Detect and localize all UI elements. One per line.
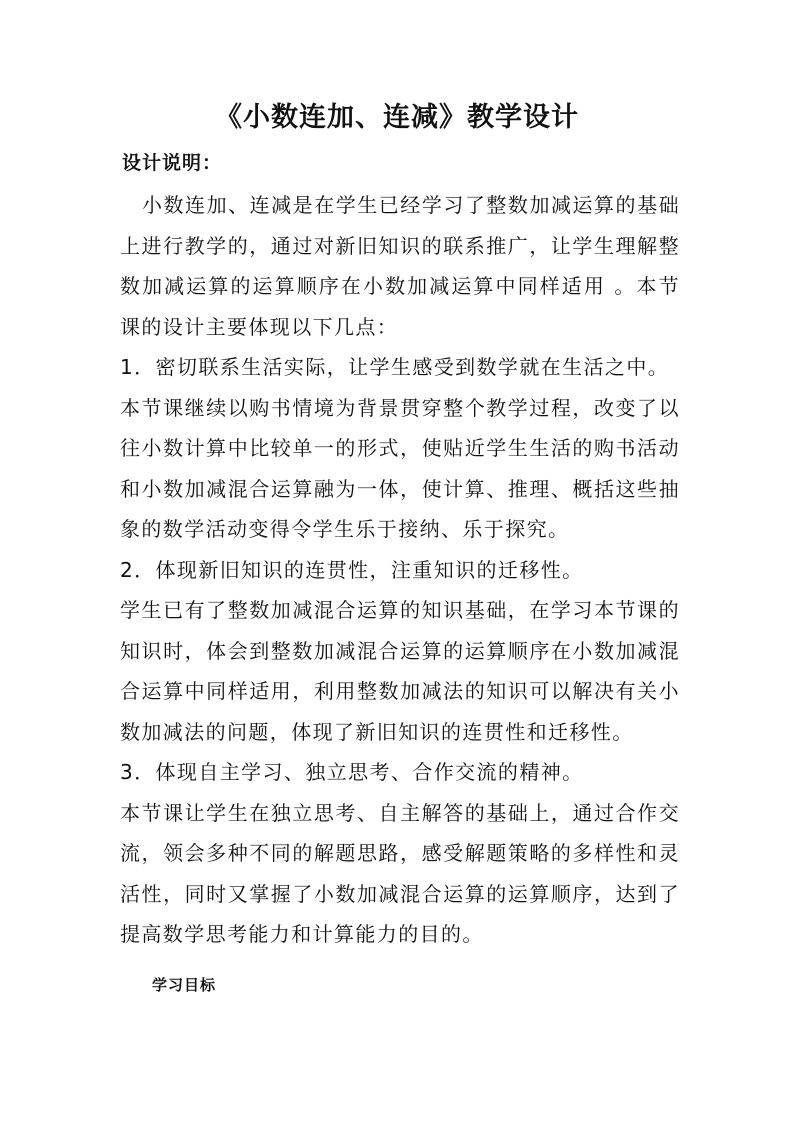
intro-paragraph: 小数连加、连减是在学生已经学习了整数加减运算的基础上进行教学的，通过对新旧知识的联系推广，让学生理解整数加减运算的运算顺序在小数加减运算中同样适用 。本节课的设计主要体现以下几点： [120,193,680,339]
document-body [120,185,680,955]
point-1-body: 本节课继续以购书情境为背景贯穿整个教学过程，改变了以往小数计算中比较单一的形式，使贴近学生生活的购书活动和小数加减混合运算融为一体，使计算、推理、概括这些抽象的数学活动变得令学生乐于接纳、乐于探究。 [120,395,680,541]
point-3-heading: 3．体现自主学习、独立思考、合作交流的精神。 [120,760,584,784]
next-section-label: 学习目标 [152,976,217,994]
point-2-heading: 2．体现新旧知识的连贯性，注重知识的迁移性。 [120,557,584,582]
point-1-heading: 1．密切联系生活实际，让学生感受到数学就在生活之中。 [120,355,670,379]
point-2-body: 学生已有了整数加减混合运算的知识基础，在学习本节课的知识时，体会到整数加减混合运算的运算顺序在小数加减混合运算中同样适用，利用整数加减法的知识可以解决有关小数加减法的问题，体现了新旧知识的连贯性和迁移性。 [120,598,680,744]
document-title: 《小数连加、连减》教学设计 [215,102,579,133]
point-3-body: 本节课让学生在独立思考、自主解答的基础上，通过合作交流，领会多种不同的解题思路，感受解题策略的多样性和灵活性，同时又掌握了小数加减混合运算的运算顺序，达到了提高数学思考能力和计算能力的目的。 [120,800,680,946]
section-heading: 设计说明： [122,152,223,174]
